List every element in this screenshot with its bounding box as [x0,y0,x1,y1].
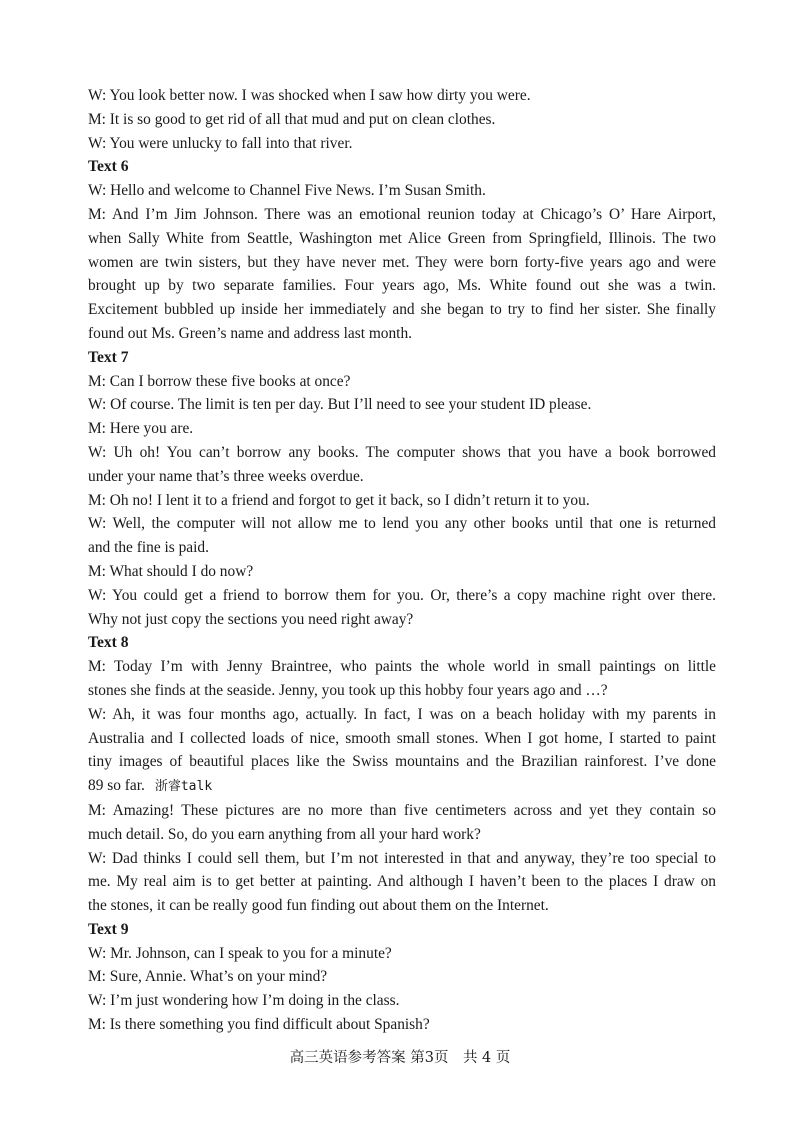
transcript-line [88,847,716,871]
line-text: M: Is there something you find difficult about Spanish? [88,1016,430,1034]
line-text: stones she finds at the seaside. Jenny, you took up this hobby four years ago and …? [88,681,608,699]
line-text: Text 9 [88,920,129,938]
line-text: W: Dad thinks I could sell them, but I’m not interested in that and anyway, they’re too special to [88,849,716,867]
line-text: W: You look better now. I was shocked when I saw how dirty you were. [88,87,531,104]
line-text: W: You were unlucky to fall into that river. [88,134,353,152]
transcript-line [88,132,716,156]
line-text: W: You could get a friend to borrow them for you. Or, there’s a copy machine right over there. [88,586,716,604]
section-heading [88,155,716,179]
transcript-line [88,1013,716,1037]
line-text: Why not just copy the sections you need right away? [88,610,414,628]
transcript-line [88,799,716,823]
watermark-stamp: 浙睿talk [154,779,213,795]
line-text: M: Can I borrow these five books at once? [88,372,351,390]
transcript-line [88,870,716,894]
line-text: Excitement bubbled up inside her immediately and she began to try to find her sister. She finally [88,301,716,319]
transcript-line [88,584,716,608]
line-text: W: I’m just wondering how I’m doing in the class. [88,992,400,1010]
transcript-line [88,536,716,560]
line-text: 89 so far. [88,777,145,795]
transcript-line [88,679,716,703]
transcript-line [88,489,716,513]
section-heading [88,346,716,370]
line-text: brought up by two separate families. Four years ago, Ms. White found out she was a twin. [88,277,716,295]
line-text: M: And I’m Jim Johnson. There was an emotional reunion today at Chicago’s O’ Hare Airport, [88,205,716,223]
line-text: M: What should I do now? [88,562,254,580]
section-heading [88,918,716,942]
transcript-line [88,393,716,417]
transcript-line [88,441,716,465]
transcript-line [88,203,716,227]
transcript-line [88,727,716,751]
line-text: under your name that’s three weeks overdue. [88,467,364,485]
transcript-line [88,894,716,918]
transcript-line [88,274,716,298]
page-footer: 高三英语参考答案 第3页 共 4 页 [289,1050,511,1066]
line-text: me. My real aim is to get better at painting. And although I haven’t been to the places I draw on [88,873,716,891]
line-text: women are twin sisters, but they have never met. They were born forty-five years ago and were [88,253,716,271]
line-text: M: Here you are. [88,420,194,438]
line-text: Australia and I collected loads of nice, smooth small stones. When I got home, I started to paint [88,729,716,747]
line-text: the stones, it can be really good fun finding out about them on the Internet. [88,897,549,915]
transcript-line [88,750,716,774]
transcript-line [88,298,716,322]
transcript-line [88,942,716,966]
transcript-line [88,108,716,132]
line-text: Text 8 [88,634,129,652]
line-text: M: It is so good to get rid of all that mud and put on clean clothes. [88,110,496,128]
transcript-body [88,84,716,1037]
transcript-line [88,608,716,632]
transcript-line [88,965,716,989]
transcript-line [88,989,716,1013]
line-text: M: Today I’m with Jenny Braintree, who paints the whole world in small paintings on little [88,658,716,676]
line-text: M: Oh no! I lent it to a friend and forgot to get it back, so I didn’t return it to you. [88,491,590,509]
line-text: M: Sure, Annie. What’s on your mind? [88,968,328,986]
line-text: W: Uh oh! You can’t borrow any books. The computer shows that you have a book borrowed [88,443,716,461]
transcript-line [88,417,716,441]
transcript-line [88,560,716,584]
line-text: M: Amazing! These pictures are no more than five centimeters across and yet they contain so [88,801,716,819]
line-text: W: Mr. Johnson, can I speak to you for a minute? [88,944,392,962]
transcript-line [88,251,716,275]
line-text: Text 6 [88,158,129,176]
section-heading [88,631,716,655]
line-text: tiny images of beautiful places like the Swiss mountains and the Brazilian rainforest. I’ve done [88,753,716,771]
line-text: W: Hello and welcome to Channel Five News. I’m Susan Smith. [88,182,486,200]
transcript-line [88,512,716,536]
transcript-line [88,84,716,108]
transcript-line [88,655,716,679]
line-text: when Sally White from Seattle, Washington met Alice Green from Springfield, Illinois. The two [88,229,716,247]
line-text: and the fine is paid. [88,539,209,557]
line-text: W: Of course. The limit is ten per day. But I’ll need to see your student ID please. [88,396,592,414]
line-text: much detail. So, do you earn anything from all your hard work? [88,825,481,843]
transcript-line [88,370,716,394]
line-text: W: Well, the computer will not allow me to lend you any other books until that one is returned [88,515,716,533]
transcript-line [88,179,716,203]
transcript-line [88,465,716,489]
transcript-line [88,703,716,727]
transcript-line [88,823,716,847]
line-text: found out Ms. Green’s name and address last month. [88,324,412,342]
transcript-line [88,774,716,799]
transcript-line [88,322,716,346]
line-text: W: Ah, it was four months ago, actually. In fact, I was on a beach holiday with my parents in [88,705,716,723]
transcript-line [88,227,716,251]
line-text: Text 7 [88,348,129,366]
